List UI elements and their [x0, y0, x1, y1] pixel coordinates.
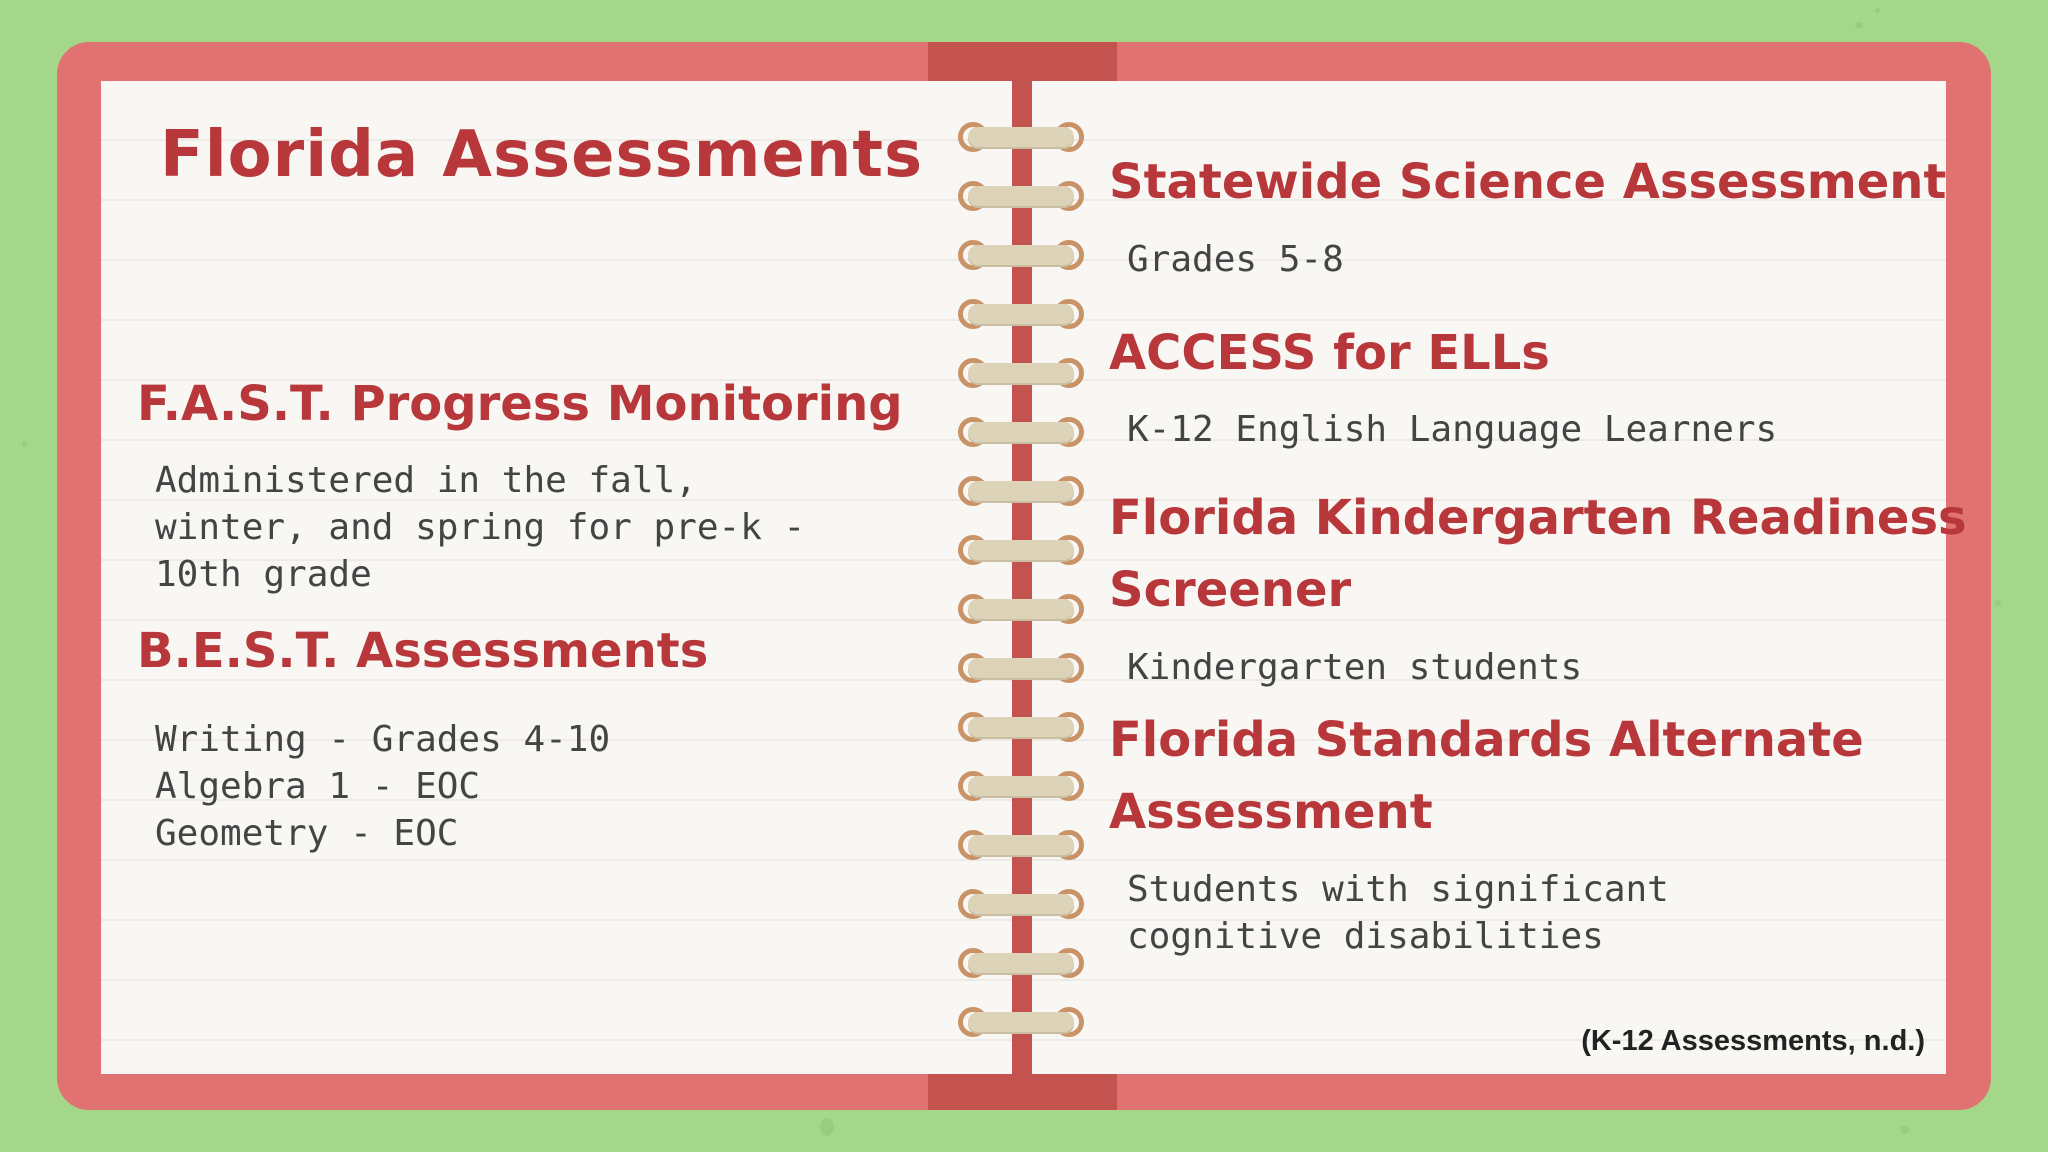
section-body-fsaa: Students with significant cognitive disabilities — [1127, 869, 1669, 957]
section-heading-fast: F.A.S.T. Progress Monitoring — [137, 376, 903, 432]
ring-wire — [968, 599, 1074, 619]
spiral-ring — [958, 299, 1084, 333]
ring-wire — [968, 481, 1074, 501]
section-heading-ssa: Statewide Science Assessment — [1109, 154, 1947, 210]
ring-wire — [968, 127, 1074, 147]
ring-wire — [968, 186, 1074, 206]
ring-wire — [968, 245, 1074, 265]
section-heading-fkrs: Florida Kindergarten Readiness Screener — [1109, 490, 1967, 618]
spiral-ring — [958, 653, 1084, 687]
ring-wire — [968, 422, 1074, 442]
background-speck — [22, 440, 27, 447]
section-heading-best: B.E.S.T. Assessments — [137, 623, 709, 679]
spiral-ring — [958, 1007, 1084, 1041]
section-body-access: K-12 English Language Learners — [1127, 409, 1778, 450]
ring-wire — [968, 894, 1074, 914]
background-speck — [1875, 8, 1880, 13]
ring-wire — [968, 304, 1074, 324]
spiral-ring — [958, 476, 1084, 510]
ring-wire — [968, 658, 1074, 678]
spiral-ring — [958, 594, 1084, 628]
spiral-ring — [958, 948, 1084, 982]
section-body-ssa: Grades 5-8 — [1127, 239, 1344, 280]
spiral-ring — [958, 122, 1084, 156]
spiral-ring — [958, 358, 1084, 392]
ring-wire — [968, 363, 1074, 383]
ring-wire — [968, 717, 1074, 737]
ring-wire — [968, 1012, 1074, 1032]
ring-wire — [968, 776, 1074, 796]
spiral-ring — [958, 240, 1084, 274]
spiral-ring — [958, 771, 1084, 805]
spiral-ring — [958, 181, 1084, 215]
spiral-ring — [958, 889, 1084, 923]
spiral-ring — [958, 712, 1084, 746]
background-speck — [820, 1118, 834, 1136]
section-body-best: Writing - Grades 4-10 Algebra 1 - EOC Geometry - EOC — [155, 719, 611, 854]
notebook-spine-bottom — [928, 1074, 1117, 1110]
section-body-fast: Administered in the fall, winter, and spring for pre-k - 10th grade — [155, 460, 806, 595]
spiral-ring — [958, 417, 1084, 451]
background-speck — [1900, 1125, 1909, 1134]
spiral-ring — [958, 535, 1084, 569]
spiral-ring — [958, 830, 1084, 864]
section-heading-access: ACCESS for ELLs — [1109, 325, 1550, 381]
section-heading-fsaa: Florida Standards Alternate Assessment — [1109, 712, 1864, 840]
ring-wire — [968, 540, 1074, 560]
citation: (K-12 Assessments, n.d.) — [1581, 1025, 1925, 1057]
section-body-fkrs: Kindergarten students — [1127, 647, 1583, 688]
background-speck — [1855, 22, 1863, 28]
background-speck — [1995, 600, 2001, 606]
ring-wire — [968, 953, 1074, 973]
ring-wire — [968, 835, 1074, 855]
page-title: Florida Assessments — [160, 118, 924, 192]
notebook-gutter — [1012, 81, 1032, 1074]
notebook-spine-top — [928, 42, 1117, 82]
